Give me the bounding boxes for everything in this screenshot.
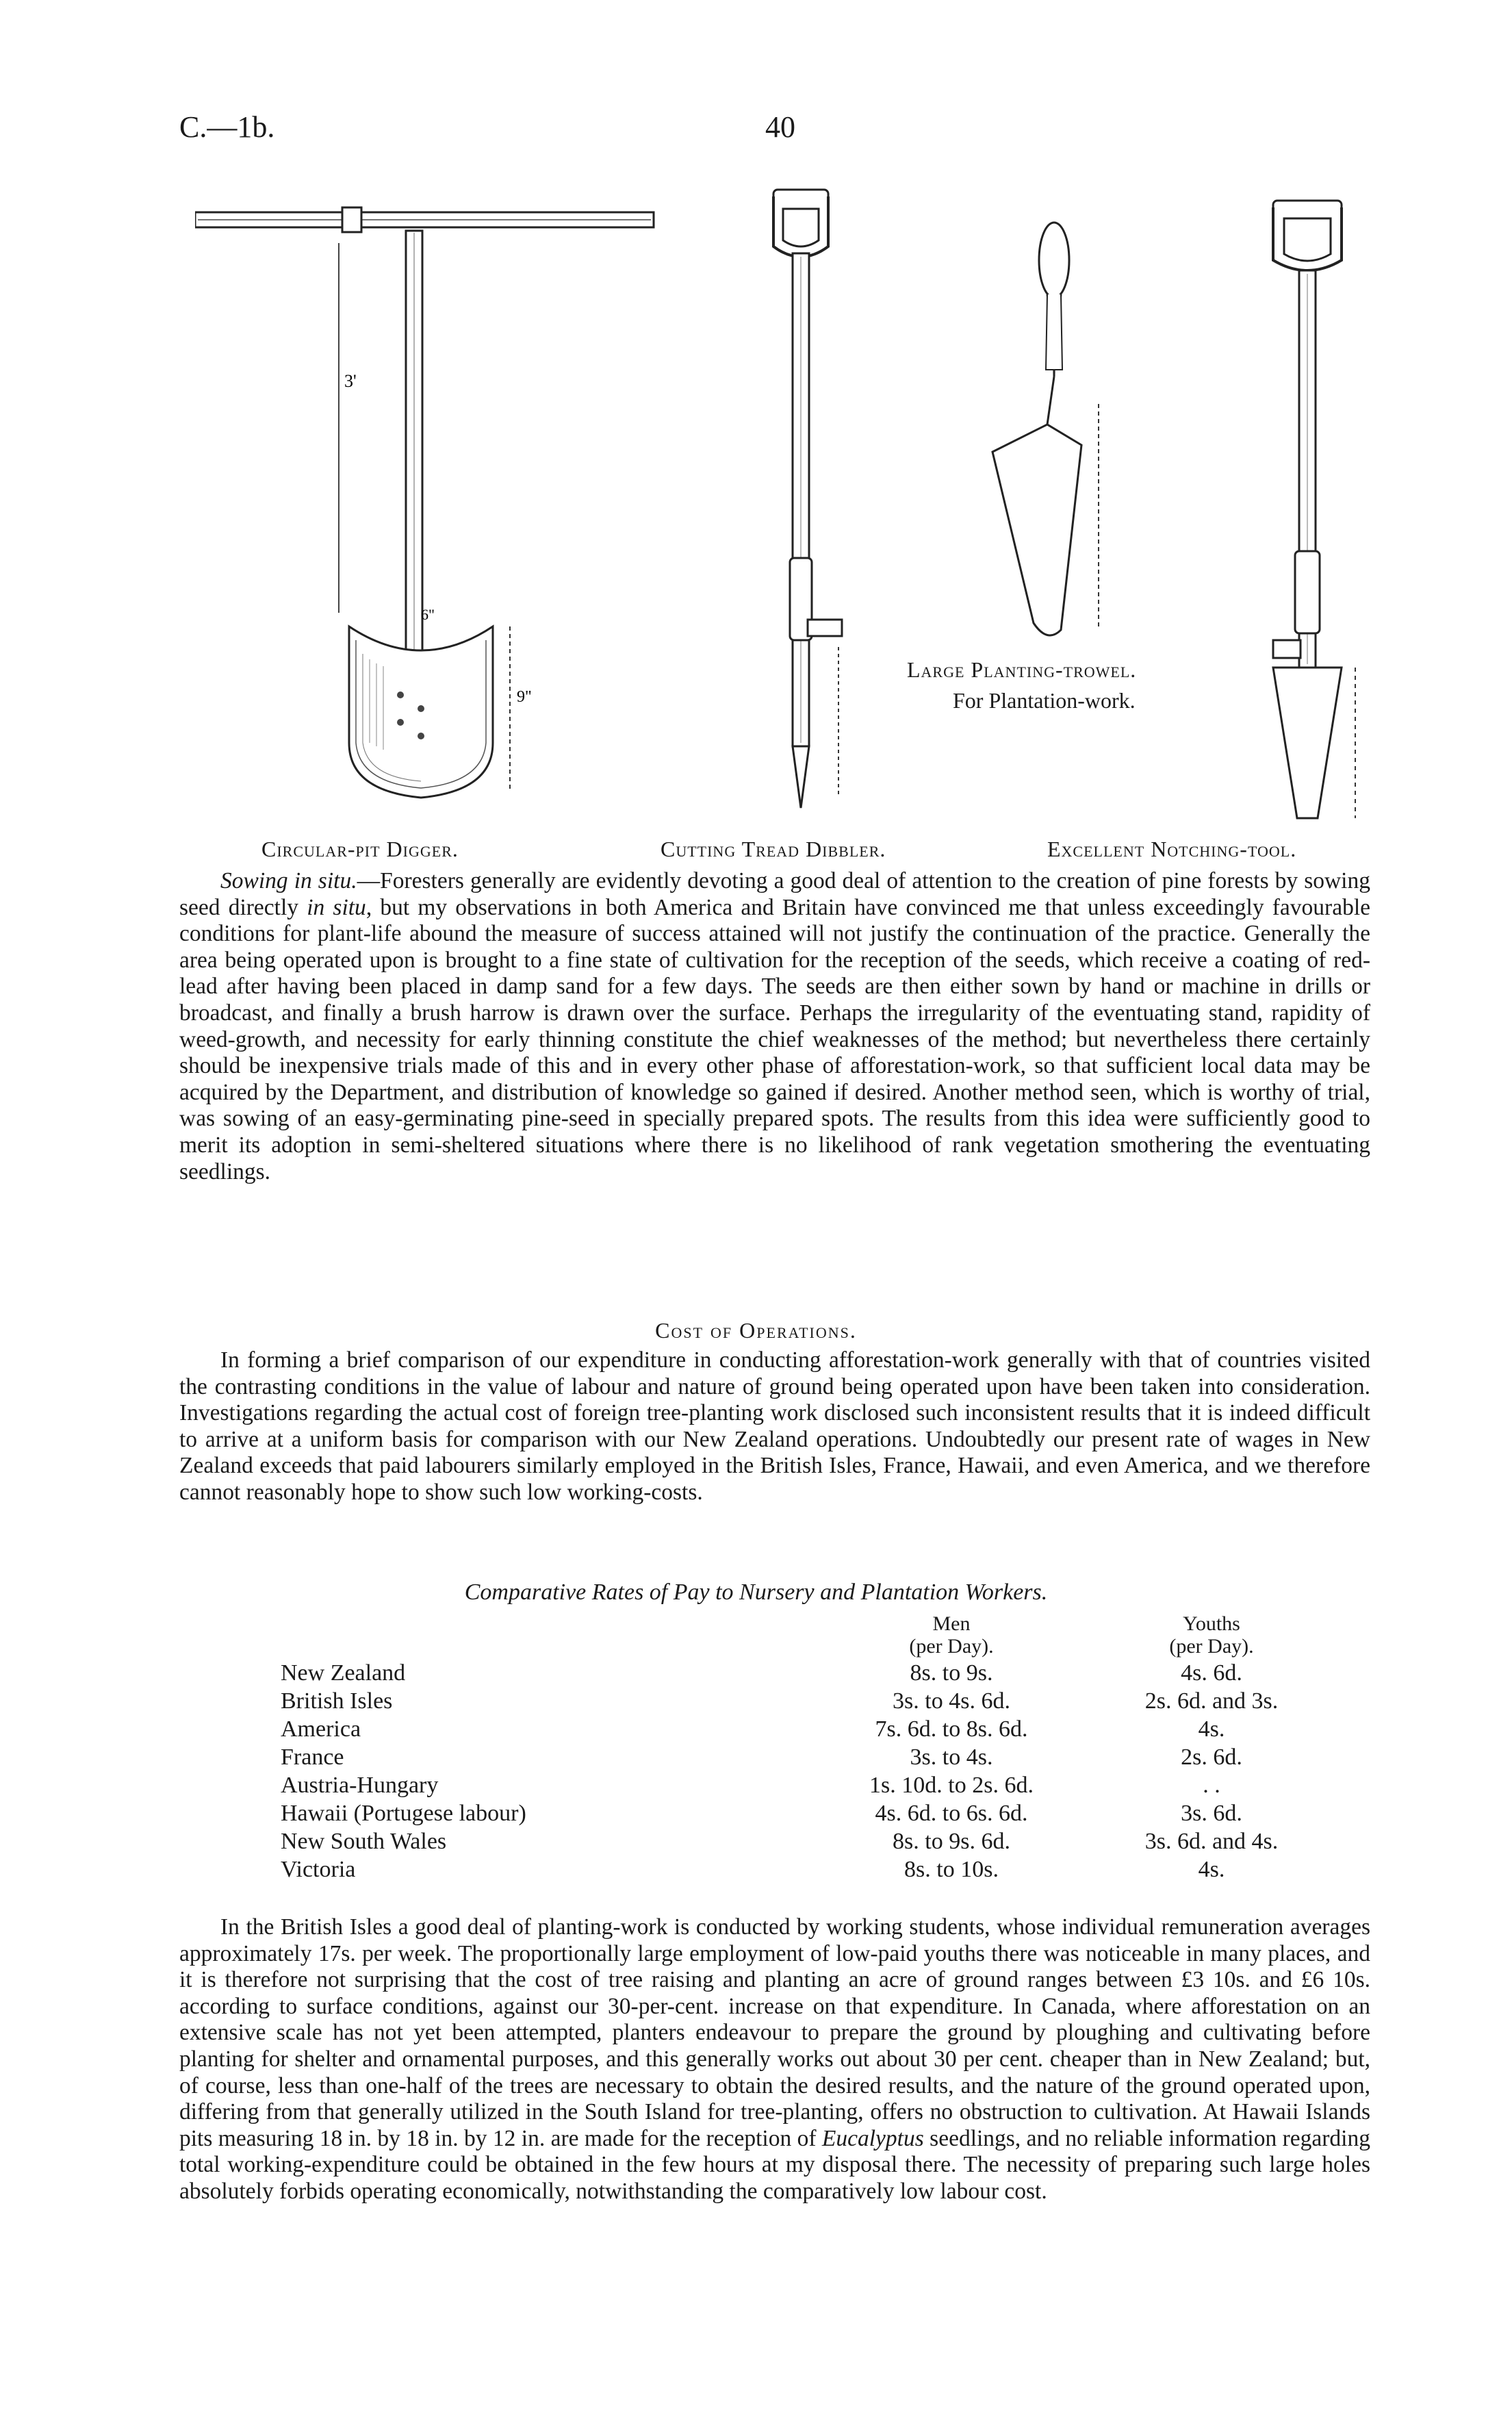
- table-row: [281, 1857, 1342, 1885]
- table-row: [281, 1716, 1342, 1745]
- rate-youths: 3s. 6d.: [1181, 1801, 1242, 1826]
- rate-country: Victoria: [281, 1857, 356, 1882]
- rate-men: 3s. to 4s. 6d.: [893, 1688, 1010, 1714]
- notching-tool-illustration: [1253, 195, 1376, 825]
- large-planting-trowel-illustration: [979, 219, 1157, 644]
- document-reference: C.—1b.: [179, 110, 275, 144]
- rate-country: Hawaii (Portugese labour): [281, 1801, 526, 1826]
- col-men-label: Men: [932, 1612, 971, 1635]
- rate-youths: . .: [1203, 1773, 1220, 1798]
- cost-paragraph: [179, 1347, 1370, 1506]
- cutting-tread-dibbler-illustration: [760, 181, 862, 825]
- rate-men: 3s. to 4s.: [910, 1745, 993, 1770]
- closing-text: In the British Isles a good deal of planting-work is conducted by working students, whose individual remuneration averages approximately 17s. per week. The proportionally large employment of low-paid youths there was noticeable in many places, and it is therefore not surprising that the cost of tree raising and planting an acre of ground ranges between £3 10s. and £6 10s. according to surface conditions, against our 30-per-cent. increase on that expenditure. In Canada, where afforestation on an extensive scale has not yet been attempted, planters endeavour to prepare the ground by ploughing and cultivating before planting for shelter and ornamental purposes, and this generally works out about 30 per cent. cheaper than in New Zealand; but, of course, less than one-half of the trees are necessary to obtain the desired results, and the nature of the ground operated upon, differing from that generally utilized in the South Island for tree-planting, offers no obstruction to cultivation. At Hawaii Islands pits measuring 18 in. by 18 in. by 12 in. are made for the reception of: [179, 1914, 1370, 2151]
- sowing-text-b: , but my observations in both America and Britain have convinced me that unless exceedingly favourable conditions for plant-life abound the measure of success attained will not justify the continuation of the practice. Generally the area being operated upon is brought to a fine state of cultivation for the reception of the seeds, which receive a coating of red-lead after having been placed in damp sand for a few days. The seeds are then either sown by hand or machine in drills or broadcast, and finally a brush harrow is drawn over the surface. Perhaps the irregularity of the eventuating stand, rapidity of weed-growth, and necessity for early thinning constitute the chief weaknesses of the method; but nevertheless there certainly should be inexpensive trials made of this and in every other phase of afforestation-work, so that sufficient local data may be acquired by the Department, and distribution of knowledge so gained if desired. Another method seen, which is worthy of trial, was sowing of an easy-germinating pine-seed in specially prepared spots. The results from this idea were sufficiently good to merit its adoption in semi-sheltered situations where there is no likelihood of rank vegetation smothering the eventuating seedlings.: [179, 894, 1370, 1184]
- closing-paragraph: [179, 1914, 1370, 2205]
- table-row: [281, 1829, 1342, 1857]
- circular-pit-digger-caption: Circular-pit Digger.: [261, 837, 459, 861]
- closing-tail: seedlings, and no reliable information regarding total working-expenditure could be obtained in the few hours at my disposal there. The necessity of preparing such large holes absolutely forbids operating economically, notwithstanding the comparatively low labour cost.: [179, 2125, 1370, 2204]
- closing-italic: Eucalyptus: [821, 2125, 924, 2151]
- page-number: 40: [765, 110, 795, 144]
- sowing-text-a: —Foresters generally are evidently devoting a good deal of attention to the creation of pine forests by sowing seed directly: [179, 868, 1370, 920]
- rate-youths: 4s.: [1198, 1857, 1225, 1882]
- rate-men: 7s. 6d. to 8s. 6d.: [875, 1716, 1028, 1742]
- cutting-tread-dibbler-caption: Cutting Tread Dibbler.: [661, 837, 886, 861]
- col-youths-header: [1081, 1612, 1342, 1658]
- rate-youths: 3s. 6d. and 4s.: [1144, 1829, 1279, 1854]
- rates-table-title: Comparative Rates of Pay to Nursery and Plantation Workers.: [464, 1580, 1048, 1605]
- rate-men: 8s. to 9s. 6d.: [893, 1829, 1010, 1854]
- rate-country: British Isles: [281, 1688, 393, 1714]
- col-men-header: [821, 1612, 1081, 1658]
- notching-tool-caption: Excellent Notching-tool.: [1047, 837, 1297, 861]
- table-row: [281, 1773, 1342, 1801]
- svg-text:3': 3': [344, 371, 357, 391]
- large-planting-trowel-subcaption: For Plantation-work.: [953, 688, 1136, 713]
- rate-men: 1s. 10d. to 2s. 6d.: [869, 1773, 1034, 1798]
- table-row: [281, 1801, 1342, 1829]
- col-youths-label: Youths: [1183, 1612, 1240, 1635]
- sowing-lead: Sowing in situ.: [220, 868, 357, 893]
- rates-table: [281, 1660, 1342, 1885]
- rate-men: 8s. to 10s.: [904, 1857, 999, 1882]
- table-row: [281, 1745, 1342, 1773]
- rate-country: New Zealand: [281, 1660, 406, 1686]
- rate-country: Austria-Hungary: [281, 1773, 439, 1798]
- rate-youths: 4s.: [1198, 1716, 1225, 1742]
- rate-country: America: [281, 1716, 361, 1742]
- rate-men: 4s. 6d. to 6s. 6d.: [875, 1801, 1028, 1826]
- table-row: [281, 1660, 1342, 1688]
- cost-paragraph-text: In forming a brief comparison of our expenditure in conducting afforestation-work generally with that of countries visited the contrasting conditions in the value of labour and nature of ground being operated upon have been taken into consideration. Investigations regarding the actual cost of foreign tree-planting work disclosed such inconsistent results that it is indeed difficult to arrive at a uniform basis for comparison with our New Zealand operations. Undoubtedly our present rate of wages in New Zealand exceeds that paid labourers similarly employed in the British Isles, France, Hawaii, and even America, and we therefore cannot reasonably hope to show such low working-costs.: [179, 1347, 1370, 1505]
- circular-pit-digger-illustration: [195, 202, 661, 818]
- cost-section-heading: Cost of Operations.: [655, 1318, 857, 1343]
- rate-youths: 2s. 6d.: [1181, 1745, 1242, 1770]
- rate-country: France: [281, 1745, 344, 1770]
- sowing-italic-a: in situ: [307, 894, 366, 920]
- table-row: [281, 1688, 1342, 1716]
- col-men-sub: (per Day).: [909, 1635, 994, 1658]
- rate-youths: 4s. 6d.: [1181, 1660, 1242, 1686]
- rate-youths: 2s. 6d. and 3s.: [1144, 1688, 1279, 1714]
- rate-country: New South Wales: [281, 1829, 447, 1854]
- sowing-paragraph: [179, 868, 1370, 1185]
- rate-men: 8s. to 9s.: [910, 1660, 993, 1686]
- large-planting-trowel-caption: Large Planting-trowel.: [907, 657, 1137, 682]
- svg-text:9": 9": [517, 688, 532, 706]
- svg-text:6": 6": [421, 606, 435, 623]
- col-youths-sub: (per Day).: [1169, 1635, 1254, 1658]
